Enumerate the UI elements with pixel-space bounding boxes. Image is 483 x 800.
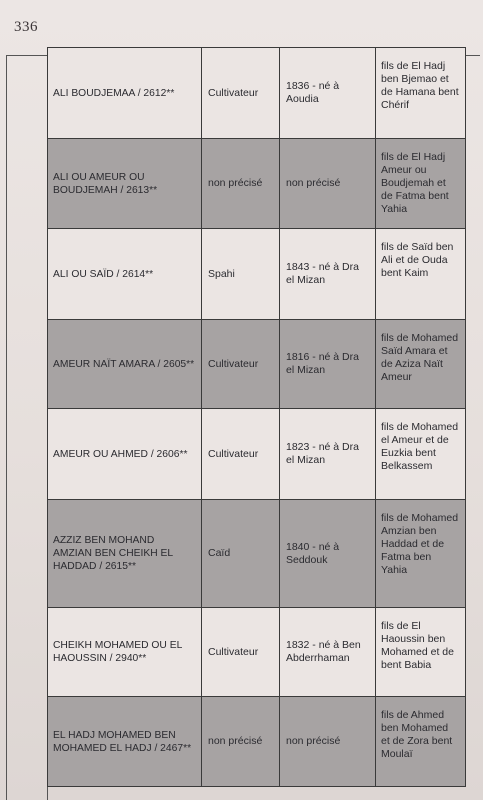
parentage-cell: fils de El Hadj ben Bjemao et de Hamana bent Chérif [376, 48, 466, 139]
table-row [48, 229, 466, 320]
parentage-cell: fils de El Hadj Ameur ou Boudjemah et de Fatma bent Yahia [376, 139, 466, 229]
occupation-cell: Cultivateur [202, 320, 280, 409]
table-left-margin-column [6, 55, 48, 800]
parentage-cell: fils de Mohamed el Ameur et de Euzkia bent Belkassem [376, 409, 466, 500]
table-row [48, 608, 466, 697]
person-name-cell: CHEIKH MOHAMED OU EL HAOUSSIN / 2940** [48, 608, 202, 697]
person-name-cell: ALI OU SAÏD / 2614** [48, 229, 202, 320]
birth-cell: non précisé [280, 697, 376, 787]
person-name-cell: ALI BOUDJEMAA / 2612** [48, 48, 202, 139]
table-row [48, 139, 466, 229]
person-name-cell: AZZIZ BEN MOHAND AMZIAN BEN CHEIKH EL HADDAD / 2615** [48, 500, 202, 608]
birth-cell: 1836 - né à Aoudia [280, 48, 376, 139]
occupation-cell: Cultivateur [202, 48, 280, 139]
person-name-cell: AMEUR OU AHMED / 2606** [48, 409, 202, 500]
birth-cell: non précisé [280, 139, 376, 229]
table-row [48, 500, 466, 608]
parentage-cell: fils de Mohamed Amzian ben Haddad et de Fatma ben Yahia [376, 500, 466, 608]
occupation-cell: Spahi [202, 229, 280, 320]
occupation-cell: non précisé [202, 139, 280, 229]
table-row [48, 48, 466, 139]
occupation-cell: Caïd [202, 500, 280, 608]
person-name-cell: ALI OU AMEUR OU BOUDJEMAH / 2613** [48, 139, 202, 229]
parentage-cell: fils de El Haoussin ben Mohamed et de bent Babia [376, 608, 466, 697]
birth-cell: 1840 - né à Seddouk [280, 500, 376, 608]
table-row [48, 409, 466, 500]
birth-cell: 1843 - né à Dra el Mizan [280, 229, 376, 320]
birth-cell: 1832 - né à Ben Abderrhaman [280, 608, 376, 697]
records-table [47, 47, 466, 787]
parentage-cell: fils de Mohamed Saïd Amara et de Aziza Naït Ameur [376, 320, 466, 409]
occupation-cell: Cultivateur [202, 608, 280, 697]
birth-cell: 1823 - né à Dra el Mizan [280, 409, 376, 500]
birth-cell: 1816 - né à Dra el Mizan [280, 320, 376, 409]
person-name-cell: AMEUR NAÏT AMARA / 2605** [48, 320, 202, 409]
person-name-cell: EL HADJ MOHAMED BEN MOHAMED EL HADJ / 2467** [48, 697, 202, 787]
page-number: 336 [14, 19, 38, 35]
parentage-cell: fils de Saïd ben Ali et de Ouda bent Kaim [376, 229, 466, 320]
occupation-cell: non précisé [202, 697, 280, 787]
occupation-cell: Cultivateur [202, 409, 280, 500]
table-row [48, 697, 466, 787]
table-row [48, 320, 466, 409]
parentage-cell: fils de Ahmed ben Mohamed et de Zora bent Moulaï [376, 697, 466, 787]
